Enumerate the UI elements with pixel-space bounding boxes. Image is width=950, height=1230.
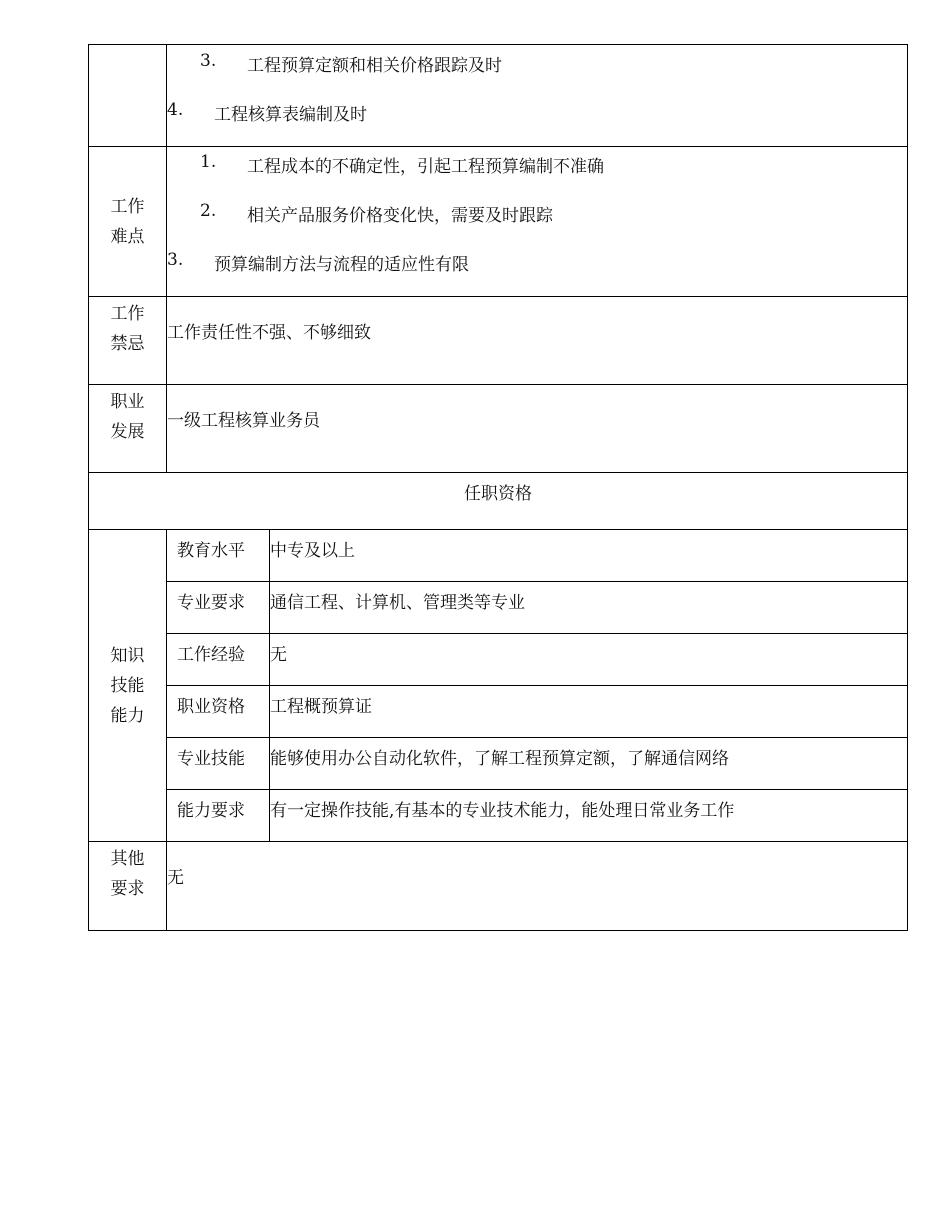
other-label: 其他 要求	[89, 842, 167, 931]
knowledge-skills-label: 知识 技能 能力	[89, 530, 167, 842]
section-title: 任职资格	[89, 473, 908, 530]
qualification-label: 专业技能	[167, 738, 270, 790]
difficulties-list: 1. 工程成本的不确定性，引起工程预算编制不准确 2. 相关产品服务价格变化快，需要及时跟踪 3. 预算编制方法与流程的适应性有限	[167, 147, 908, 297]
career-row	[89, 385, 908, 473]
other-row	[89, 842, 908, 931]
difficulties-row	[89, 147, 908, 297]
qualification-row	[89, 530, 908, 582]
qualification-value: 无	[270, 634, 908, 686]
qualifications-header-row	[89, 473, 908, 530]
qualification-label: 职业资格	[167, 686, 270, 738]
qualification-row	[89, 738, 908, 790]
qualification-row	[89, 790, 908, 842]
qualification-value: 通信工程、计算机、管理类等专业	[270, 582, 908, 634]
taboos-row	[89, 297, 908, 385]
qualification-label: 能力要求	[167, 790, 270, 842]
qualification-row	[89, 582, 908, 634]
qualification-value: 能够使用办公自动化软件，了解工程预算定额，了解通信网络	[270, 738, 908, 790]
qualification-value: 中专及以上	[270, 530, 908, 582]
qualification-label: 教育水平	[167, 530, 270, 582]
taboos-text: 工作责任性不强、不够细致	[167, 297, 908, 385]
qualification-row	[89, 686, 908, 738]
other-text: 无	[167, 842, 908, 931]
standards-label-cell	[89, 45, 167, 147]
career-text: 一级工程核算业务员	[167, 385, 908, 473]
qualification-label: 专业要求	[167, 582, 270, 634]
qualification-value: 工程概预算证	[270, 686, 908, 738]
standards-row	[89, 45, 908, 147]
qualification-row	[89, 634, 908, 686]
qualification-value: 有一定操作技能,有基本的专业技术能力，能处理日常业务工作	[270, 790, 908, 842]
difficulties-label: 工作 难点	[89, 147, 167, 297]
standards-list: 3. 工程预算定额和相关价格跟踪及时 4. 工程核算表编制及时	[167, 45, 908, 147]
job-description-table	[88, 44, 908, 931]
taboos-label: 工作 禁忌	[89, 297, 167, 385]
qualification-label: 工作经验	[167, 634, 270, 686]
career-label: 职业 发展	[89, 385, 167, 473]
